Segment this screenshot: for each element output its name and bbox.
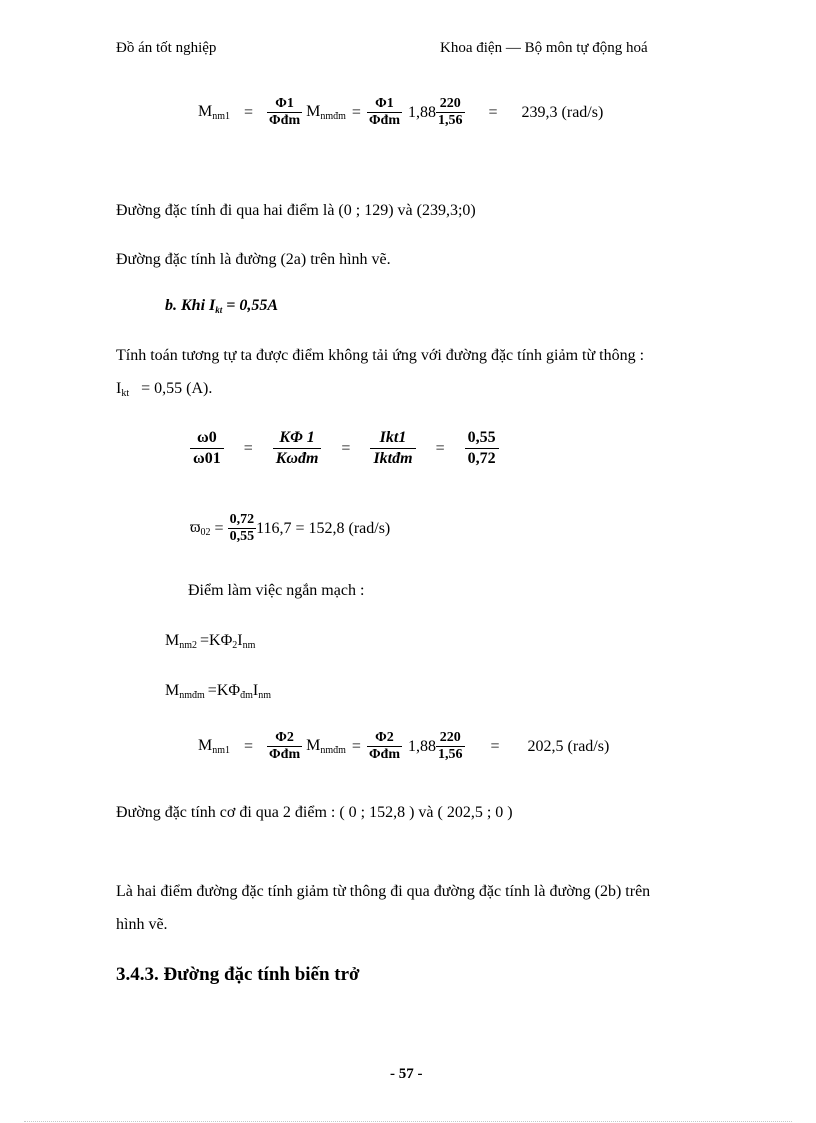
eq1-fraction-1: $\frac{\Phi 1}{\text{Φđm}}$ [269, 96, 301, 128]
eq1-fraction-3: $\frac{220}{1,56}$ [438, 96, 463, 128]
eq3-equals: = [214, 519, 224, 537]
paragraph-curve-points: Đường đặc tính cơ đi qua 2 điểm : ( 0 ; 152,8 ) và ( 202,5 ; 0 ) [116, 804, 513, 821]
section-heading: 3.4.3. Đường đặc tính biến trở [116, 964, 360, 985]
eq1-equals-3: = [488, 103, 498, 121]
equation-mnm2: $M_{nm2} =K\Phi_2I_{nm}$ [165, 632, 256, 651]
paragraph-short-circuit: Điểm làm việc ngắn mạch : [188, 582, 365, 599]
eq6-equals-2: = [351, 737, 361, 755]
eq6-coef: 1,88 [408, 737, 436, 755]
eq6-fraction-3: $\frac{220}{1,56}$ [438, 730, 463, 762]
eq6-lhs: $M_{nm1}$ [198, 737, 231, 756]
eq6-equals: = [244, 737, 254, 755]
eq6-fraction-1: $\frac{\Phi 2}{\text{Φđm}}$ [269, 730, 301, 762]
eq2-equals-2: = [341, 439, 351, 457]
eq3-result: 116,7 = 152,8 (rad/s) [256, 519, 391, 537]
eq1-mid: $M_{nmđm}$ [306, 103, 346, 122]
eq2-equals-1: = [243, 439, 253, 457]
eq2-fraction-1: $\frac{\omega 0}{\omega 01}$ [190, 428, 224, 469]
paragraph-two-points: Đường đặc tính đi qua hai điểm là (0 ; 129) và (239,3;0) [116, 202, 476, 219]
eq2-fraction-4: $\frac{0,55}{0,72}$ [465, 428, 499, 469]
equation-mnmdm: $M_{nmđm} =K\Phi_{đm}I_{nm}$ [165, 682, 271, 701]
eq1-coef: 1,88 [408, 103, 436, 121]
equation-mnm1-phi2 [198, 730, 609, 763]
eq6-equals-3: = [490, 737, 500, 755]
eq2-fraction-2: $\frac{K\Phi 1}{\text{Kωđm}}$ [273, 428, 322, 469]
header-left: Đồ án tốt nghiệp [116, 40, 217, 56]
subheading-b: b. Khi Ikt = 0,55A [165, 297, 279, 315]
equation-mnm1-phi1 [198, 96, 603, 129]
eq6-result: 202,5 (rad/s) [527, 737, 610, 755]
eq2-equals-3: = [435, 439, 445, 457]
eq6-fraction-2: $\frac{\Phi 2}{\text{Φđm}}$ [368, 730, 400, 762]
footer-divider [24, 1121, 792, 1122]
eq3-lhs: $ϖ_{02}$ [190, 519, 211, 538]
paragraph-similar-calc: Tính toán tương tự ta được điểm không tải ứng với đường đặc tính giảm từ thông : [116, 347, 645, 364]
paragraph-curve-2b-line1: Là hai điểm đường đặc tính giảm từ thông đi qua đường đặc tính là đường (2b) trên [116, 883, 651, 900]
eq1-equals-2: = [351, 103, 361, 121]
eq6-mid: $M_{nmđm}$ [306, 737, 346, 756]
paragraph-curve-2a: Đường đặc tính là đường (2a) trên hình vẽ. [116, 251, 391, 268]
equation-omega-ratio [190, 428, 499, 469]
eq1-equals: = [244, 103, 254, 121]
eq1-result: 239,3 (rad/s) [521, 103, 604, 121]
equation-omega02 [190, 512, 390, 545]
paragraph-curve-2b-line2: hình vẽ. [116, 916, 168, 933]
eq2-fraction-3: $\frac{\text{Ikt1}}{\text{Iktđm}}$ [370, 428, 415, 469]
eq3-fraction: $\frac{0,72}{0,55}$ [229, 512, 255, 544]
eq1-lhs: $M_{nm1}$ [198, 103, 231, 122]
header-right: Khoa điện — Bộ môn tự động hoá [440, 40, 648, 56]
eq1-fraction-2: $\frac{\Phi 1}{\text{Φđm}}$ [368, 96, 400, 128]
page-number: - 57 - [390, 1066, 423, 1082]
paragraph-ikt-value: $I_{kt} = 0,55$ (A). [116, 380, 213, 399]
